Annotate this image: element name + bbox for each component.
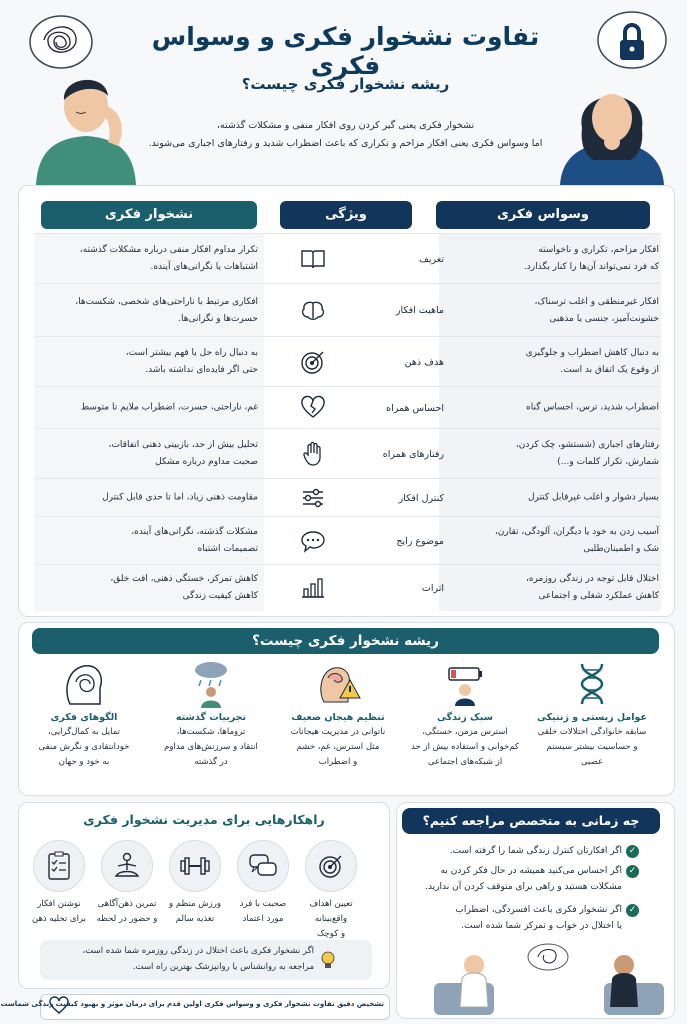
feature-cell [300, 441, 444, 467]
table-row [34, 386, 661, 429]
battery-icon [404, 660, 526, 708]
feature-cell [300, 485, 444, 511]
feature-label: ماهیت افکار [395, 305, 444, 316]
table-row [34, 478, 661, 517]
cause-title: عوامل زیستی و ژنتیکی [536, 712, 647, 723]
checklist-icon [33, 840, 85, 892]
cause-text: تمایل به کمال‌گرایی، خودانتقادی و نگرش منفی به خود و جهان [38, 727, 130, 767]
feature-label: کنترل افکار [398, 492, 444, 504]
head-gears-icon [23, 660, 145, 708]
intro-line-1: نشخوار فکری یعنی گیر کردن روی افکار منفی و مشکلات گذشته، [216, 120, 475, 131]
rain-cloud-icon [150, 660, 272, 708]
rumination-cell: مشکلات گذشته، نگرانی‌های آینده، تصمیمات اشتباه [131, 527, 258, 554]
feature-label: احساس همراه [386, 402, 444, 414]
check-icon: ✓ [626, 845, 639, 858]
table-row [34, 283, 661, 337]
cause-title: سبک زندگی [437, 712, 493, 723]
ocd-cell: افکار مزاحم، تکراری و ناخواسته که فرد نمی‌تواند آن‌ها را کنار بگذارد. [523, 245, 659, 272]
page-subtitle: ریشه نشخوار فکری چیست؟ [241, 75, 450, 93]
feature-label: اثرات [421, 582, 444, 594]
feature-label: تعریف [419, 253, 444, 265]
rumination-cell: تکرار مداوم افکار منفی درباره مشکلات گذشته، اشتباهات یا نگرانی‌های آینده. [79, 245, 258, 272]
check-icon: ✓ [626, 865, 639, 878]
cause-text: سابقه خانوادگی اختلالات خلقی و حساسیت بیشتر سیستم عصبی [537, 727, 647, 767]
rumination-cell: غم، ناراحتی، حسرت، اضطراب ملایم تا متوسط [80, 402, 258, 413]
when-title: چه زمانی به متخصص مراجعه کنیم؟ [402, 808, 660, 834]
meditation-icon [101, 840, 153, 892]
intro-line-2: اما وسواس فکری یعنی افکار مزاحم و تکراری که باعث اضطراب شدید و رفتارهای اجباری می‌شوند. [148, 138, 543, 149]
table-row [34, 428, 661, 479]
cause-text: ناتوانی در مدیریت هیجانات مثل استرس، غم، خشم و اضطراب [290, 727, 386, 767]
broken-heart-icon [300, 395, 326, 421]
strategy-text: تعیین اهداف واقع‌بینانه و کوچک [309, 899, 353, 939]
cause-item [150, 660, 272, 770]
ocd-cell: به دنبال کاهش اضطراب و جلوگیری از وقوع یک اتفاق بد است. [525, 348, 659, 375]
rumination-cell: افکاری مرتبط با ناراحتی‌های شخصی، شکست‌ها، حسرت‌ها و نگرانی‌ها. [75, 296, 258, 324]
cause-item [531, 660, 653, 770]
when-item: اگر افکارتان کنترل زندگی شما را گرفته است. [449, 846, 622, 856]
check-icon: ✓ [626, 904, 639, 917]
cause-item [404, 660, 526, 770]
rumination-cell: مقاومت ذهنی زیاد، اما تا حدی قابل کنترل [102, 492, 258, 503]
table-row [34, 516, 661, 565]
column-header-feature: ویژگی [280, 201, 412, 229]
strategy-item [94, 840, 160, 927]
dna-icon [531, 660, 653, 708]
feature-cell [300, 246, 444, 272]
table-row [34, 336, 661, 387]
cause-item [277, 660, 399, 770]
ocd-cell: اختلال قابل توجه در زندگی روزمره، کاهش عملکرد شغلی و اجتماعی [525, 574, 659, 601]
strategy-text: صحبت با فرد مورد اعتماد [239, 899, 287, 924]
strategy-text: ورزش منظم و تغذیه سالم [169, 899, 221, 924]
chat-icon [300, 528, 326, 554]
causes-title: ریشه نشخوار فکری چیست؟ [32, 628, 659, 654]
sliders-icon [300, 485, 326, 511]
strategies-title: راهکارهایی برای مدیریت نشخوار فکری [83, 812, 325, 827]
strategies-tip: اگر نشخوار فکری باعث اختلال در زندگی روزمره شما شده است، مراجعه به روانشناس یا روانپزشک بهترین راه است. [82, 946, 314, 972]
cause-item [23, 660, 145, 770]
strategy-item [162, 840, 228, 927]
ocd-cell: افکار غیرمنطقی و اغلب ترسناک، خشونت‌آمیز، جنسی یا مذهبی [534, 296, 659, 324]
feature-cell [300, 575, 444, 601]
strategy-text: نوشتن افکار برای تخلیه ذهن [31, 899, 86, 924]
table-row [34, 564, 661, 611]
rumination-cell: تحلیل بیش از حد، بازبینی ذهنی اتفاقات، صحبت مداوم درباره مشکل [108, 440, 258, 467]
feature-label: رفتارهای همراه [382, 448, 444, 460]
anxious-woman-illustration [552, 68, 670, 185]
page-title: تفاوت نشخوار فکری و وسواس فکری [151, 22, 540, 80]
cause-text: تروماها، شکست‌ها، انتقاد و سرزنش‌های مداوم در گذشته [164, 727, 258, 767]
book-icon [300, 246, 326, 272]
footer-text: تشخیص دقیق تفاوت نشخوار فکری و وسواس فکری اولین قدم برای درمان موثر و بهبود کیفیت زندگی شماست [0, 1000, 384, 1008]
cause-title: الگوهای فکری [50, 712, 118, 723]
brain-icon [300, 298, 326, 324]
dumbbell-icon [169, 840, 221, 892]
cause-title: تجربیات گذشته [175, 712, 247, 723]
when-item: اگر نشخوار فکری باعث افسردگی، اضطراب یا اختلال در خواب و تمرکز شما شده است. [455, 905, 622, 931]
target-icon [305, 840, 357, 892]
feature-label: موضوع رایج [396, 535, 444, 547]
when-item: اگر احساس می‌کنید همیشه در حال فکر کردن به مشکلات هستید و راهی برای متوقف کردن آن ندارید. [425, 866, 622, 892]
hand-icon [300, 441, 326, 467]
strategy-item [230, 840, 296, 927]
cause-title: تنظیم هیجان ضعیف [291, 712, 385, 723]
strategy-text: تمرین ذهن‌آگاهی و حضور در لحظه [96, 899, 158, 924]
feature-cell [300, 298, 444, 324]
intro-text [144, 117, 547, 153]
rumination-cell: به دنبال راه حل یا فهم بیشتر است، حتی اگر فایده‌ای نداشته باشد. [125, 348, 258, 375]
rumination-cell: کاهش تمرکز، خستگی ذهنی، افت خلق، کاهش کیفیت زندگی [110, 574, 258, 601]
feature-label: هدف ذهن [404, 356, 444, 368]
lock-thought-bubble-right [592, 8, 670, 76]
head-warning-icon [277, 660, 399, 708]
therapy-session-illustration [434, 943, 670, 1015]
table-row [34, 233, 661, 284]
lightbulb-icon [318, 950, 338, 970]
column-header-ocd: وسواس فکری [436, 201, 650, 229]
feature-cell [300, 349, 444, 375]
ocd-cell: بسیار دشوار و اغلب غیرقابل کنترل [527, 492, 659, 503]
target-icon [300, 349, 326, 375]
strategy-item [26, 840, 92, 927]
chat-bubbles-icon [237, 840, 289, 892]
column-header-rumination: نشخوار فکری [41, 201, 257, 229]
feature-cell [300, 395, 444, 421]
cause-text: استرس مزمن، خستگی، کم‌خوابی و استفاده بیش از حد از شبکه‌های اجتماعی [411, 727, 519, 767]
feature-cell [300, 528, 444, 554]
ocd-cell: اضطراب شدید، ترس، احساس گناه [526, 402, 659, 413]
strategy-item [298, 840, 364, 942]
ocd-cell: رفتارهای اجباری (شستشو، چک کردن، شمارش، تکرار کلمات و...) [515, 440, 659, 467]
chart-icon [300, 575, 326, 601]
ocd-cell: آسیب زدن به خود یا دیگران، آلودگی، تقارن، شک و اطمینان‌طلبی [494, 527, 659, 554]
